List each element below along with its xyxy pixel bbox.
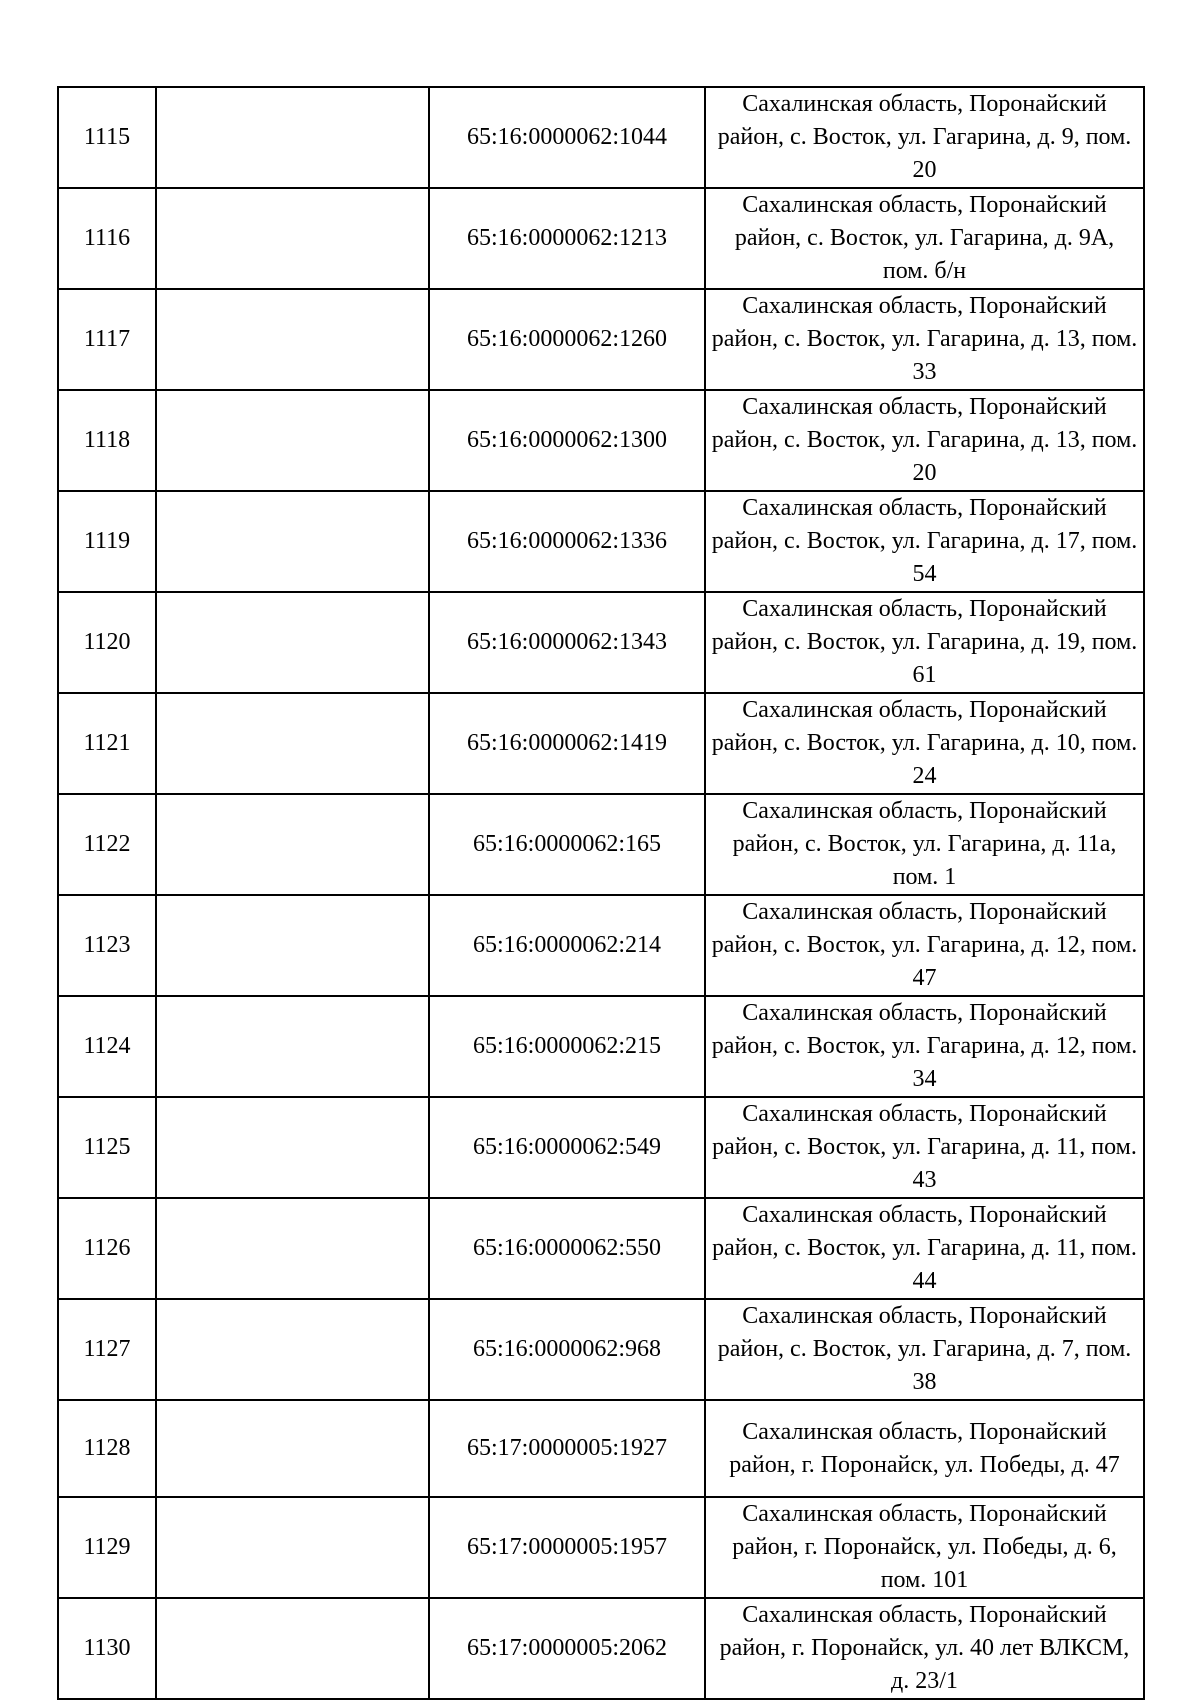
object-name-cell <box>156 895 429 996</box>
address-cell: Сахалинская область, Поронайский район, г. Поронайск, ул. 40 лет ВЛКСМ, д. 23/1 <box>705 1598 1144 1699</box>
cadastral-number-cell: 65:16:0000062:1300 <box>429 390 705 491</box>
object-name-cell <box>156 1400 429 1497</box>
cadastral-number-cell: 65:16:0000062:1044 <box>429 87 705 188</box>
row-number-cell: 1118 <box>58 390 156 491</box>
document-page <box>57 86 1143 1700</box>
object-name-cell <box>156 693 429 794</box>
address-cell: Сахалинская область, Поронайский район, с. Восток, ул. Гагарина, д. 19, пом. 61 <box>705 592 1144 693</box>
cadastral-number-cell: 65:16:0000062:968 <box>429 1299 705 1400</box>
table-row <box>58 693 1144 794</box>
object-name-cell <box>156 996 429 1097</box>
row-number-cell: 1117 <box>58 289 156 390</box>
address-cell: Сахалинская область, Поронайский район, с. Восток, ул. Гагарина, д. 7, пом. 38 <box>705 1299 1144 1400</box>
table-row <box>58 1097 1144 1198</box>
address-cell: Сахалинская область, Поронайский район, с. Восток, ул. Гагарина, д. 17, пом. 54 <box>705 491 1144 592</box>
row-number-cell: 1126 <box>58 1198 156 1299</box>
object-name-cell <box>156 87 429 188</box>
row-number-cell: 1123 <box>58 895 156 996</box>
object-name-cell <box>156 1097 429 1198</box>
property-registry-table <box>57 86 1145 1700</box>
object-name-cell <box>156 1198 429 1299</box>
cadastral-number-cell: 65:16:0000062:1419 <box>429 693 705 794</box>
address-cell: Сахалинская область, Поронайский район, с. Восток, ул. Гагарина, д. 9А, пом. б/н <box>705 188 1144 289</box>
row-number-cell: 1115 <box>58 87 156 188</box>
table-row <box>58 1299 1144 1400</box>
object-name-cell <box>156 592 429 693</box>
table-row <box>58 895 1144 996</box>
row-number-cell: 1122 <box>58 794 156 895</box>
table-row <box>58 1400 1144 1497</box>
row-number-cell: 1121 <box>58 693 156 794</box>
row-number-cell: 1130 <box>58 1598 156 1699</box>
row-number-cell: 1125 <box>58 1097 156 1198</box>
cadastral-number-cell: 65:16:0000062:1336 <box>429 491 705 592</box>
cadastral-number-cell: 65:16:0000062:550 <box>429 1198 705 1299</box>
address-cell: Сахалинская область, Поронайский район, с. Восток, ул. Гагарина, д. 13, пом. 33 <box>705 289 1144 390</box>
object-name-cell <box>156 491 429 592</box>
row-number-cell: 1116 <box>58 188 156 289</box>
object-name-cell <box>156 1598 429 1699</box>
table-row <box>58 794 1144 895</box>
address-cell: Сахалинская область, Поронайский район, г. Поронайск, ул. Победы, д. 47 <box>705 1400 1144 1497</box>
address-cell: Сахалинская область, Поронайский район, с. Восток, ул. Гагарина, д. 12, пом. 34 <box>705 996 1144 1097</box>
table-row <box>58 289 1144 390</box>
cadastral-number-cell: 65:16:0000062:165 <box>429 794 705 895</box>
object-name-cell <box>156 1497 429 1598</box>
table-row <box>58 188 1144 289</box>
table-row <box>58 1198 1144 1299</box>
address-cell: Сахалинская область, Поронайский район, с. Восток, ул. Гагарина, д. 11а, пом. 1 <box>705 794 1144 895</box>
row-number-cell: 1128 <box>58 1400 156 1497</box>
cadastral-number-cell: 65:16:0000062:214 <box>429 895 705 996</box>
row-number-cell: 1120 <box>58 592 156 693</box>
cadastral-number-cell: 65:16:0000062:1260 <box>429 289 705 390</box>
cadastral-number-cell: 65:16:0000062:215 <box>429 996 705 1097</box>
table-row <box>58 1497 1144 1598</box>
row-number-cell: 1119 <box>58 491 156 592</box>
cadastral-number-cell: 65:17:0000005:1927 <box>429 1400 705 1497</box>
table-row <box>58 87 1144 188</box>
row-number-cell: 1124 <box>58 996 156 1097</box>
row-number-cell: 1129 <box>58 1497 156 1598</box>
cadastral-number-cell: 65:16:0000062:549 <box>429 1097 705 1198</box>
table-row <box>58 491 1144 592</box>
address-cell: Сахалинская область, Поронайский район, г. Поронайск, ул. Победы, д. 6, пом. 101 <box>705 1497 1144 1598</box>
object-name-cell <box>156 188 429 289</box>
address-cell: Сахалинская область, Поронайский район, с. Восток, ул. Гагарина, д. 11, пом. 43 <box>705 1097 1144 1198</box>
address-cell: Сахалинская область, Поронайский район, с. Восток, ул. Гагарина, д. 9, пом. 20 <box>705 87 1144 188</box>
address-cell: Сахалинская область, Поронайский район, с. Восток, ул. Гагарина, д. 10, пом. 24 <box>705 693 1144 794</box>
cadastral-number-cell: 65:16:0000062:1213 <box>429 188 705 289</box>
address-cell: Сахалинская область, Поронайский район, с. Восток, ул. Гагарина, д. 12, пом. 47 <box>705 895 1144 996</box>
object-name-cell <box>156 1299 429 1400</box>
table-body <box>58 87 1144 1699</box>
row-number-cell: 1127 <box>58 1299 156 1400</box>
address-cell: Сахалинская область, Поронайский район, с. Восток, ул. Гагарина, д. 13, пом. 20 <box>705 390 1144 491</box>
cadastral-number-cell: 65:17:0000005:2062 <box>429 1598 705 1699</box>
object-name-cell <box>156 390 429 491</box>
table-row <box>58 1598 1144 1699</box>
cadastral-number-cell: 65:17:0000005:1957 <box>429 1497 705 1598</box>
address-cell: Сахалинская область, Поронайский район, с. Восток, ул. Гагарина, д. 11, пом. 44 <box>705 1198 1144 1299</box>
table-row <box>58 996 1144 1097</box>
object-name-cell <box>156 794 429 895</box>
table-row <box>58 592 1144 693</box>
cadastral-number-cell: 65:16:0000062:1343 <box>429 592 705 693</box>
object-name-cell <box>156 289 429 390</box>
table-row <box>58 390 1144 491</box>
